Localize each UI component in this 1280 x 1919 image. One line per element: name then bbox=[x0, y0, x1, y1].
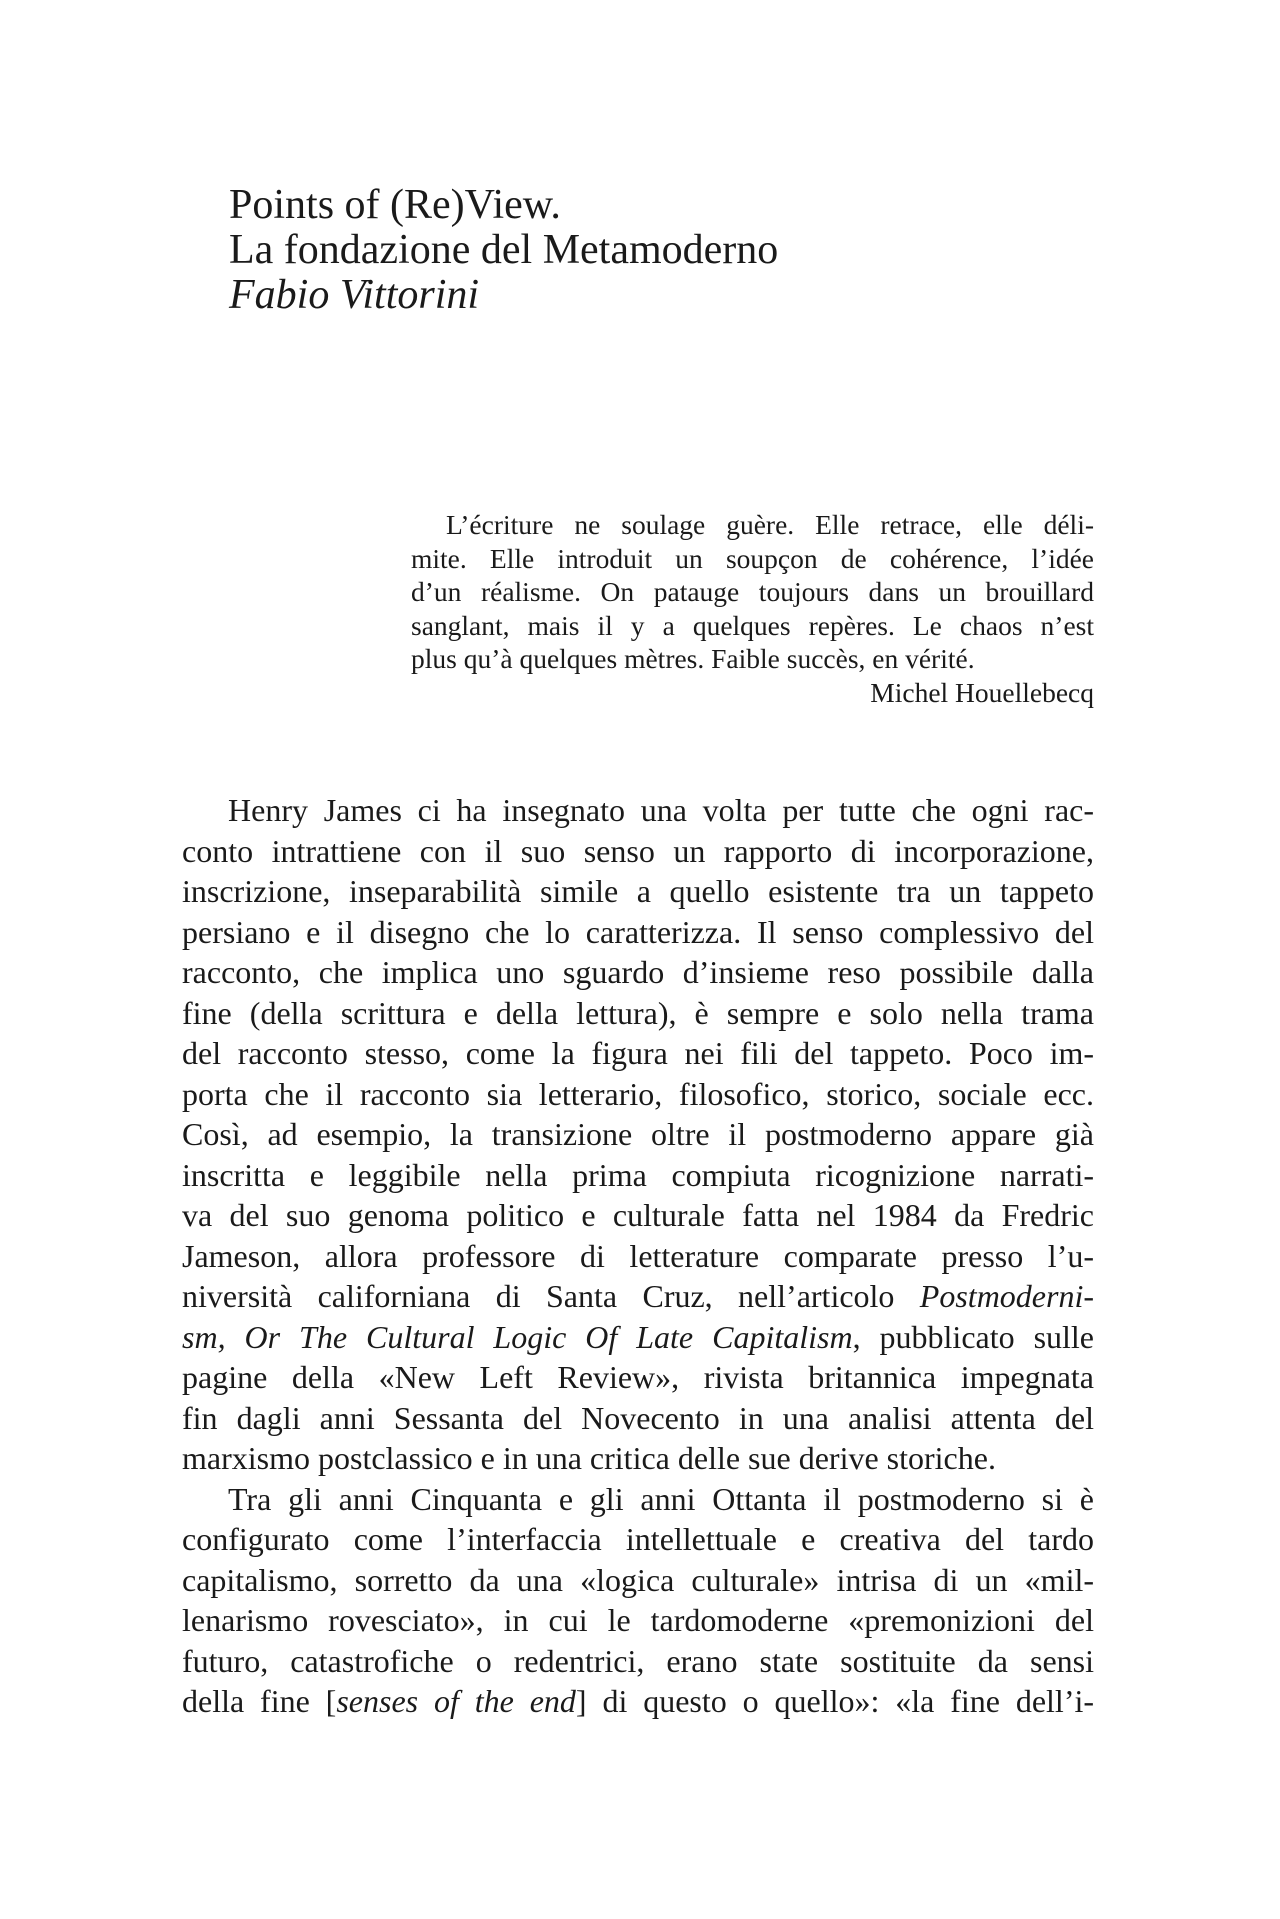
text-line: configurato come l’interfaccia intellettuale e creativa del tardo bbox=[182, 1521, 1094, 1557]
epigraph-line: d’un réalisme. On patauge toujours dans un brouillard bbox=[411, 576, 1094, 607]
text-line: inscrizione, inseparabilità simile a quello esistente tra un tappeto bbox=[182, 873, 1094, 909]
text-line: del racconto stesso, come la figura nei fili del tappeto. Poco im- bbox=[182, 1035, 1094, 1071]
text-line: conto intrattiene con il suo senso un rapporto di incorporazione, bbox=[182, 832, 1094, 869]
text-line: marxismo postclassico e in una critica delle sue derive storiche. bbox=[182, 1440, 996, 1476]
paragraph-2 bbox=[182, 1479, 1094, 1722]
text-line: porta che il racconto sia letterario, filosofico, storico, sociale ecc. bbox=[182, 1075, 1094, 1112]
text-fragment: ] di questo o quello»: «la fine dell’i- bbox=[575, 1683, 1095, 1719]
chapter-heading bbox=[229, 183, 1129, 318]
text-line: capitalismo, sorretto da una «logica culturale» intrisa di un «mil- bbox=[182, 1561, 1094, 1598]
text-line: Così, ad esempio, la transizione oltre il postmoderno appare già bbox=[182, 1116, 1094, 1152]
text-line bbox=[182, 1681, 1094, 1722]
text-line: lenarismo rovesciato», in cui le tardomoderne «premonizioni del bbox=[182, 1602, 1094, 1638]
quoted-phrase-italic: senses of the end bbox=[336, 1683, 576, 1719]
text-line bbox=[182, 1276, 1094, 1317]
body-text bbox=[182, 790, 1094, 1722]
text-line: fine (della scrittura e della lettura), è sempre e solo nella trama bbox=[182, 994, 1094, 1031]
chapter-title-line-2: La fondazione del Metamoderno bbox=[229, 227, 779, 273]
text-line: futuro, catastrofiche o redentrici, erano state sostituite da sensi bbox=[182, 1642, 1094, 1679]
paragraph-1 bbox=[182, 790, 1094, 1479]
text-line: Tra gli anni Cinquanta e gli anni Ottanta il postmoderno si è bbox=[228, 1480, 1094, 1517]
text-line: racconto, che implica uno sguardo d’insieme reso possibile dalla bbox=[182, 954, 1094, 990]
text-line: Henry James ci ha insegnato una volta per tutte che ogni rac- bbox=[228, 792, 1094, 828]
text-fragment: della fine [ bbox=[182, 1683, 337, 1719]
chapter-title-line-1: Points of (Re)View. bbox=[229, 182, 561, 228]
text-fragment: , pubblicato sulle bbox=[852, 1318, 1095, 1355]
text-line: va del suo genoma politico e culturale fatta nel 1984 da Fredric bbox=[182, 1197, 1094, 1233]
epigraph-line: L’écriture ne soulage guère. Elle retrace, elle déli- bbox=[446, 509, 1094, 540]
epigraph bbox=[411, 508, 1094, 709]
text-fragment: niversità californiana di Santa Cruz, nell’articolo bbox=[182, 1278, 920, 1314]
article-title-italic: Postmoderni- bbox=[919, 1278, 1094, 1314]
text-line: pagine della «New Left Review», rivista britannica impegnata bbox=[182, 1359, 1094, 1395]
text-line: Jameson, allora professore di letterature comparate presso l’u- bbox=[182, 1237, 1094, 1274]
text-line: persiano e il disegno che lo caratterizza. Il senso complessivo del bbox=[182, 913, 1094, 950]
epigraph-line: sanglant, mais il y a quelques repères. Le chaos n’est bbox=[411, 609, 1094, 641]
epigraph-line: plus qu’à quelques mètres. Faible succès, en vérité. bbox=[411, 643, 975, 674]
text-line bbox=[182, 1317, 1094, 1358]
epigraph-line: mite. Elle introduit un soupçon de cohérence, l’idée bbox=[411, 542, 1094, 574]
text-line: inscritta e leggibile nella prima compiuta ricognizione narrati- bbox=[182, 1156, 1094, 1193]
text-line: fin dagli anni Sessanta del Novecento in una analisi attenta del bbox=[182, 1399, 1094, 1436]
article-title-italic: sm, Or The Cultural Logic Of Late Capitalism bbox=[182, 1318, 853, 1355]
chapter-author: Fabio Vittorini bbox=[229, 272, 480, 318]
epigraph-attribution: Michel Houellebecq bbox=[870, 676, 1094, 708]
